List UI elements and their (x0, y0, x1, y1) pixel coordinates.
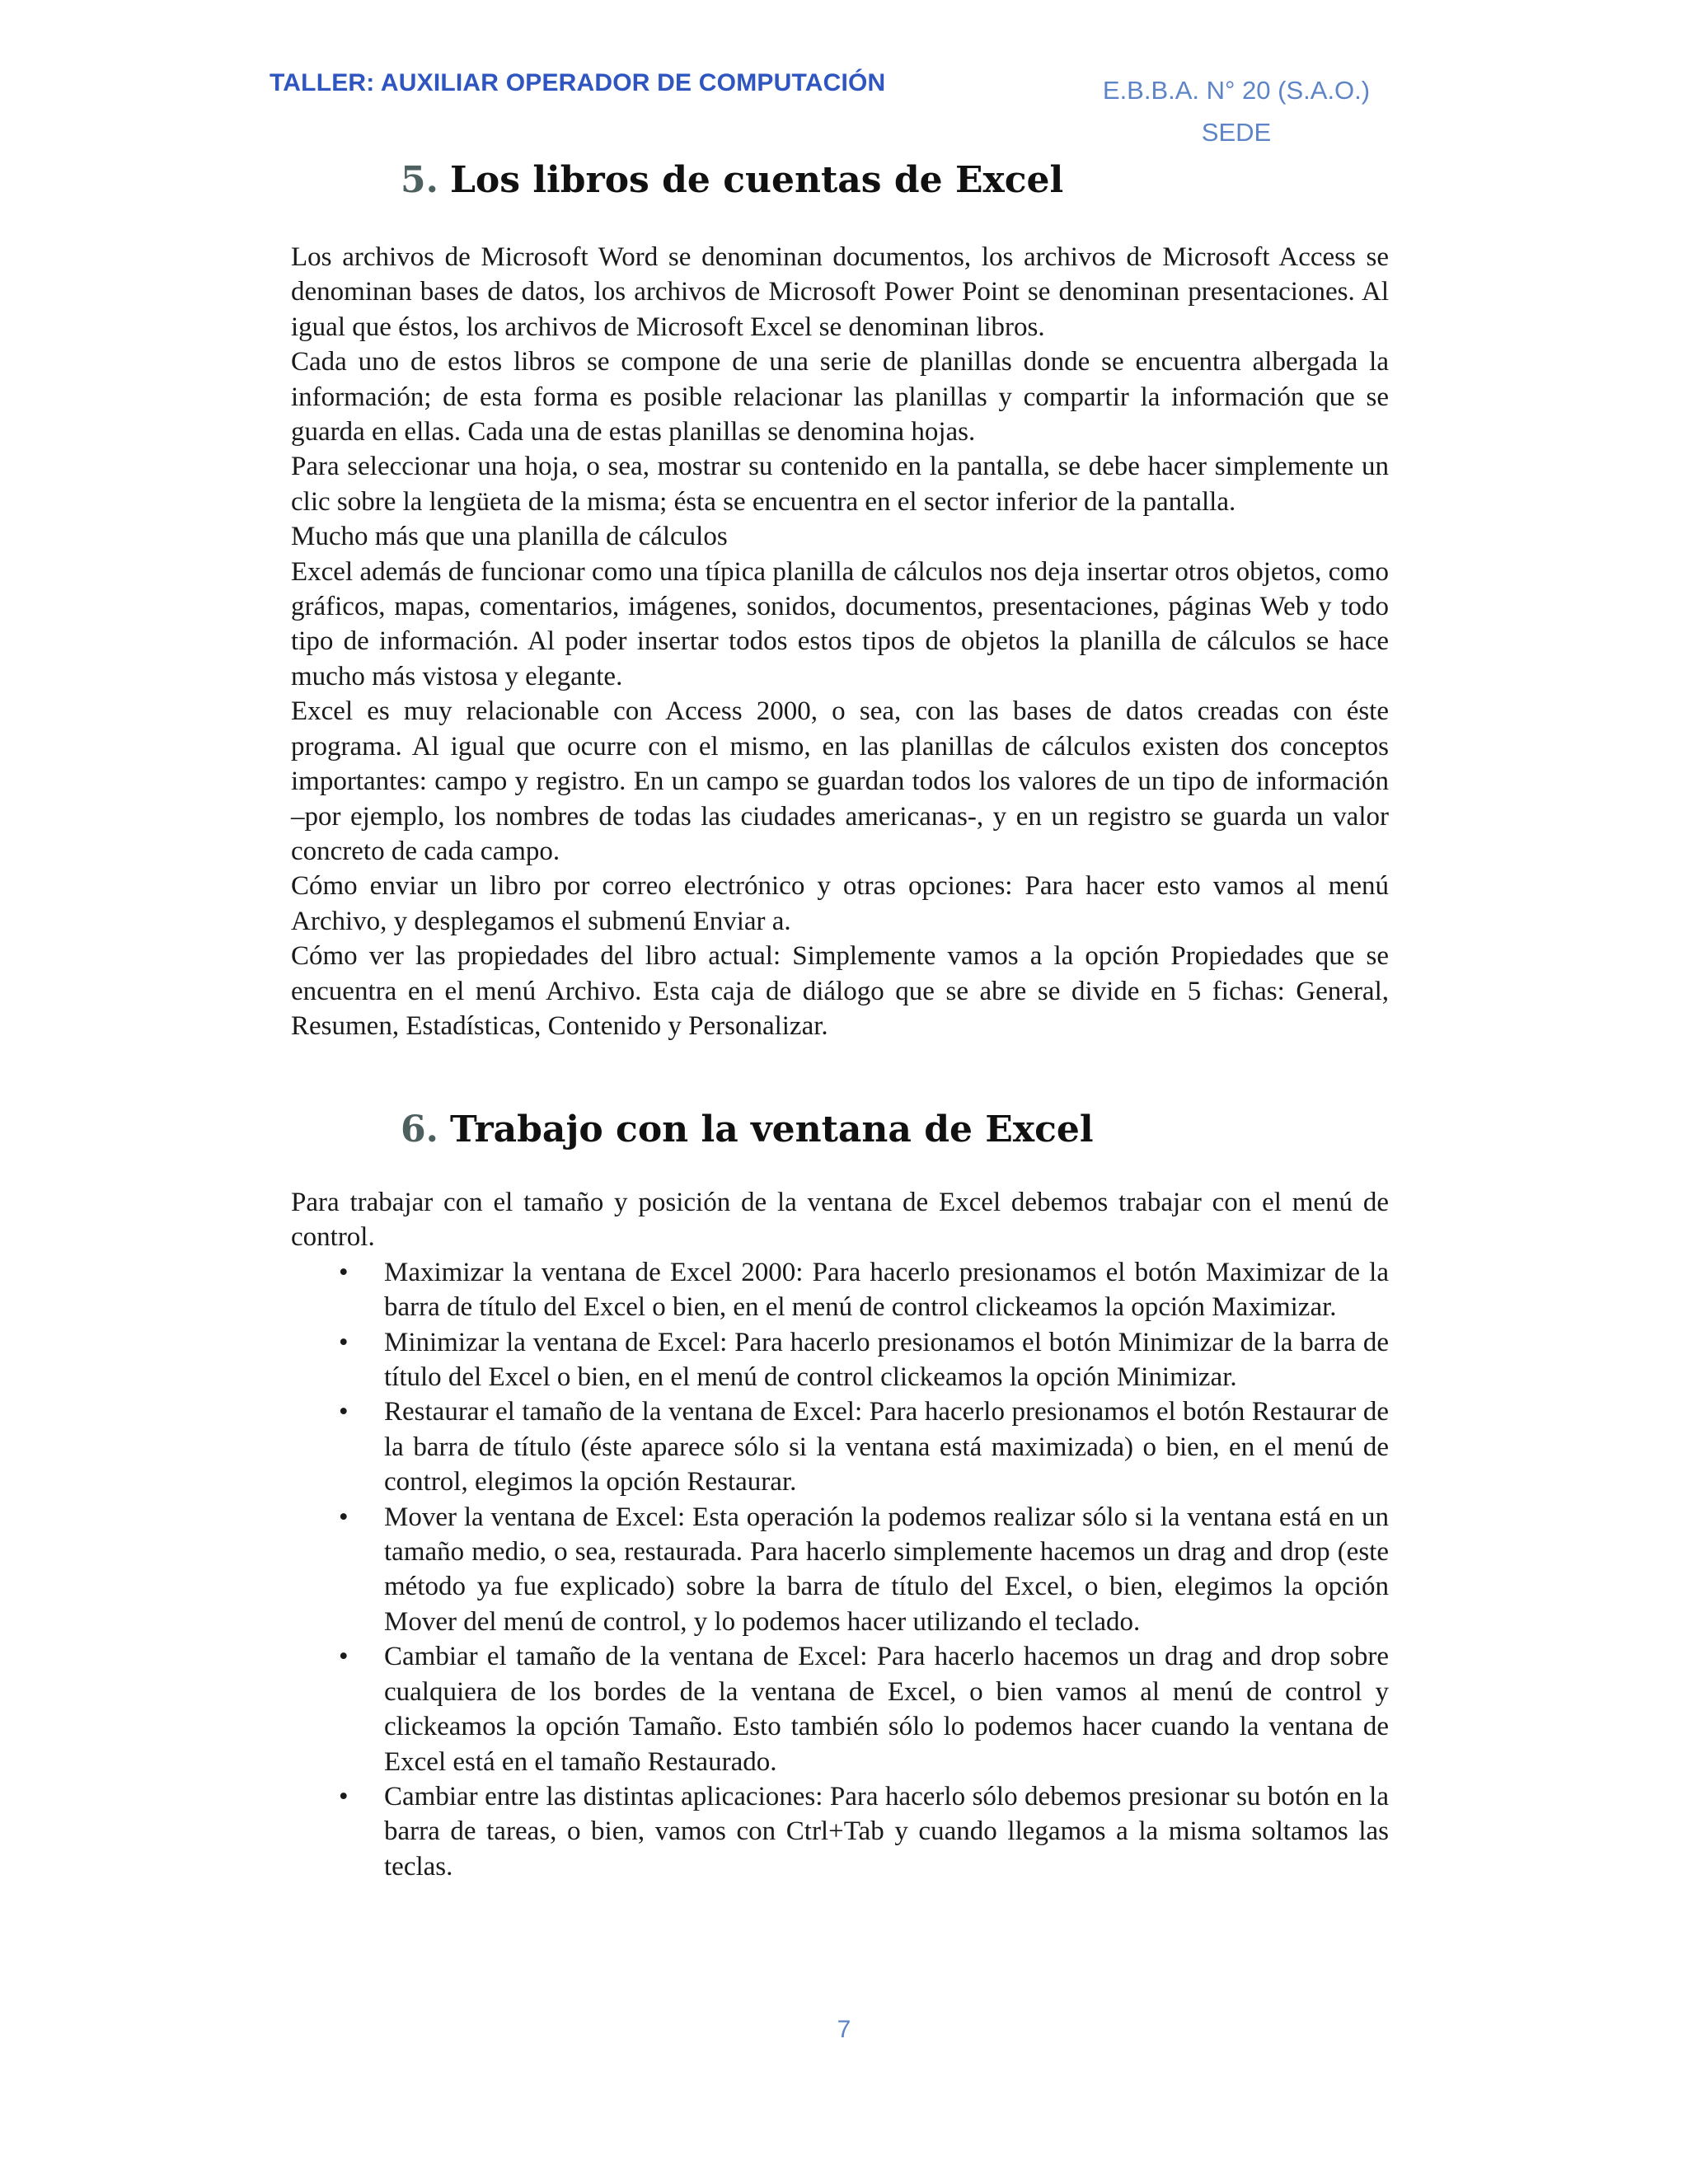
header-school-name: E.B.B.A. N° 20 (S.A.O.) (1102, 76, 1371, 105)
paragraph: Cómo ver las propiedades del libro actual: Simplemente vamos a la opción Propiedades que se encuentra en el menú Archivo. Esta caja de diálogo que se abre se divide en 5 fichas: General, Resumen, Estadísticas, Contenido y Personalizar. (291, 941, 1389, 1041)
section-6-body (291, 1185, 1389, 1884)
page-number: 7 (837, 2016, 851, 2043)
list-item (291, 1255, 1389, 1325)
list-item-text: Maximizar la ventana de Excel 2000: Para hacerlo presionamos el botón Maximizar de la barra de título del Excel o bien, en el menú de control clickeamos la opción Maximizar. (384, 1257, 1389, 1323)
list-item (291, 1325, 1389, 1395)
list-item (291, 1394, 1389, 1499)
section-title: Los libros de cuentas de Excel (449, 159, 1064, 201)
bullet-list (291, 1255, 1389, 1884)
section-heading-6 (401, 1108, 1094, 1151)
bullet-icon: • (339, 1642, 349, 1672)
paragraph: Cada uno de estos libros se compone de una serie de planillas donde se encuentra albergada la información; de esta forma es posible relacionar las planillas y compartir la información que se guarda en ellas. Cada una de estas planillas se denomina hojas. (291, 347, 1389, 448)
section-number: 5. (401, 159, 438, 201)
paragraph: Para trabajar con el tamaño y posición de la ventana de Excel debemos trabajar con el menú de control. (291, 1188, 1389, 1253)
list-item-text: Restaurar el tamaño de la ventana de Excel: Para hacerlo presionamos el botón Restaurar de la barra de título (éste aparece sólo si la ventana está maximizada) o bien, en el menú de control, elegimos la opción Restaurar. (384, 1397, 1389, 1497)
section-title: Trabajo con la ventana de Excel (449, 1108, 1094, 1151)
header-course-title: TALLER: AUXILIAR OPERADOR DE COMPUTACIÓN (270, 69, 886, 96)
list-item (291, 1779, 1389, 1884)
paragraph: Los archivos de Microsoft Word se denominan documentos, los archivos de Microsoft Access se denominan bases de datos, los archivos de Microsoft Power Point se denominan presentaciones. Al igual que éstos, los archivos de Microsoft Excel se denominan libros. (291, 242, 1389, 342)
list-item-text: Cambiar el tamaño de la ventana de Excel: Para hacerlo hacemos un drag and drop sobre cualquiera de los bordes de la ventana de Excel, o bien vamos al menú de control y clickeamos la opción Tamaño. Esto también sólo lo podemos hacer cuando la ventana de Excel está en el tamaño Restaurado. (384, 1642, 1389, 1777)
header-school-site: SEDE (1201, 118, 1272, 147)
bullet-icon: • (339, 1397, 349, 1427)
paragraph-subheading: Mucho más que una planilla de cálculos (291, 522, 728, 552)
paragraph: Excel es muy relacionable con Access 2000, o sea, con las bases de datos creadas con éste programa. Al igual que ocurre con el mismo, en las planillas de cálculos existen dos conceptos importantes: campo y registro. En un campo se guardan todos los valores de un tipo de información –por ejemplo, los nombres de todas las ciudades americanas-, y en un registro se guarda un valor concreto de cada campo. (291, 696, 1389, 866)
list-item (291, 1500, 1389, 1640)
list-item-text: Cambiar entre las distintas aplicaciones: Para hacerlo sólo debemos presionar su botón en la barra de tareas, o bien, vamos con Ctrl+Tab y cuando llegamos a la misma soltamos las teclas. (384, 1781, 1389, 1882)
list-item-text: Mover la ventana de Excel: Esta operación la podemos realizar sólo si la ventana está en un tamaño medio, o sea, restaurada. Para hacerlo simplemente hacemos un drag and drop (este método ya fue explicado) sobre la barra de título del Excel, o bien, elegimos la opción Mover del menú de control, y lo podemos hacer utilizando el teclado. (384, 1502, 1389, 1637)
section-heading-5 (401, 159, 1063, 201)
header-school (989, 69, 1484, 153)
paragraph: Cómo enviar un libro por correo electrónico y otras opciones: Para hacer esto vamos al menú Archivo, y desplegamos el submenú Enviar a. (291, 871, 1389, 936)
section-number: 6. (401, 1108, 438, 1151)
bullet-icon: • (339, 1502, 349, 1532)
section-5-body (291, 240, 1389, 1043)
paragraph: Excel además de funcionar como una típica planilla de cálculos nos deja insertar otros objetos, como gráficos, mapas, comentarios, imágenes, sonidos, documentos, presentaciones, páginas Web y todo tipo de información. Al poder insertar todos estos tipos de objetos la planilla de cálculos se hace mucho más vistosa y elegante. (291, 556, 1389, 691)
bullet-icon: • (339, 1257, 349, 1287)
bullet-icon: • (339, 1327, 349, 1357)
bullet-icon: • (339, 1781, 349, 1811)
list-item (291, 1639, 1389, 1779)
paragraph: Para seleccionar una hoja, o sea, mostrar su contenido en la pantalla, se debe hacer simplemente un clic sobre la lengüeta de la misma; ésta se encuentra en el sector inferior de la pantalla. (291, 452, 1389, 517)
list-item-text: Minimizar la ventana de Excel: Para hacerlo presionamos el botón Minimizar de la barra de título del Excel o bien, en el menú de control clickeamos la opción Minimizar. (384, 1327, 1389, 1393)
